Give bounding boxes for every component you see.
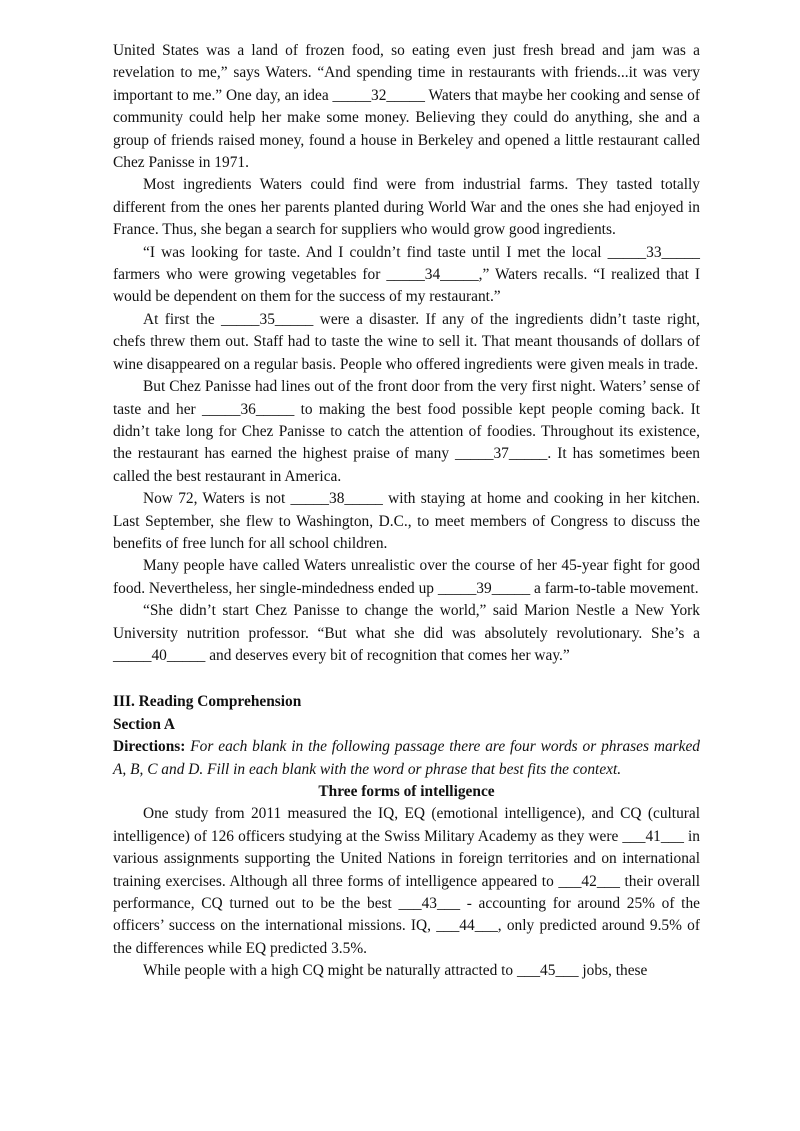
paragraph-5: But Chez Panisse had lines out of the front door from the very first night. Waters’ sense of taste and her _____36_____ to making the best food possible kept people coming back. It didn’t take long for Chez Panisse to catch the attention of foodies. Throughout its existence, the restaurant has earned the highest praise of many _____37_____. It has sometimes been called the best restaurant in America. (113, 378, 700, 485)
paragraph-4: At first the _____35_____ were a disaster. If any of the ingredients didn’t taste right, chefs threw them out. Staff had to taste the wine to sell it. That meant thousands of dollars of wine disappeared on a regular basis. People who offered ingredients were given meals in trade. (113, 310, 700, 373)
paragraph-2: Most ingredients Waters could find were from industrial farms. They tasted totally different from the ones her parents planted during World War and the ones she had enjoyed in France. Thus, she began a search for suppliers who would grow good ingredients. (113, 176, 700, 239)
document-page (113, 40, 700, 983)
directions-label: Directions: (113, 738, 186, 756)
paragraph-8: “She didn’t start Chez Panisse to change the world,” said Marion Nestle a New York University nutrition professor. “But what she did was absolutely revolutionary. She’s a _____40_____ and deserves every bit of recognition that comes her way.” (113, 602, 700, 664)
paragraph-9: One study from 2011 measured the IQ, EQ (emotional intelligence), and CQ (cultural intelligence) of 126 officers studying at the Swiss Military Academy as they were ___41___ in various assignments supporting the United Nations in foreign territories and on international training exercises. Although all three forms of intelligence appeared to ___42___ their overall performance, CQ turned out to be the best ___43___ - accounting for around 25% of the officers’ success on the international missions. IQ, ___44___, only predicted around 9.5% of the differences while EQ predicted 3.5%. (113, 805, 700, 957)
directions-text: For each blank in the following passage there are four words or phrases marked A, B, C and D. Fill in each blank with the word or phrase that best fits the context. (113, 738, 700, 778)
paragraph-6: Now 72, Waters is not _____38_____ with staying at home and cooking in her kitchen. Last September, she flew to Washington, D.C., to meet members of Congress to discuss the benefits of free lunch for all school children. (113, 490, 700, 552)
directions (113, 736, 700, 781)
section-heading: III. Reading Comprehension (113, 693, 302, 711)
paragraph-3: “I was looking for taste. And I couldn’t find taste until I met the local _____33_____ farmers who were growing vegetables for _____34_____,” Waters recalls. “I realized that I would be dependent on them for the success of my restaurant.” (113, 243, 700, 306)
passage-title: Three forms of intelligence (318, 783, 495, 800)
paragraph-10: While people with a high CQ might be naturally attracted to ___45___ jobs, these (143, 962, 648, 980)
section-spacer (113, 667, 700, 691)
paragraph-7: Many people have called Waters unrealistic over the course of her 45-year fight for good food. Nevertheless, her single-mindedness ended up _____39_____ a farm-to-table movement. (113, 557, 700, 597)
paragraph-1: United States was a land of frozen food, so eating even just fresh bread and jam was a revelation to me,” says Waters. “And spending time in restaurants with friends...it was very important to me.” One day, an idea _____32_____ Waters that maybe her cooking and sense of community could help her make some money. Believing they could do anything, she and a group of friends raised money, found a house in Berkeley and opened a little restaurant called Chez Panisse in 1971. (113, 42, 700, 172)
subsection-heading: Section A (113, 715, 175, 733)
